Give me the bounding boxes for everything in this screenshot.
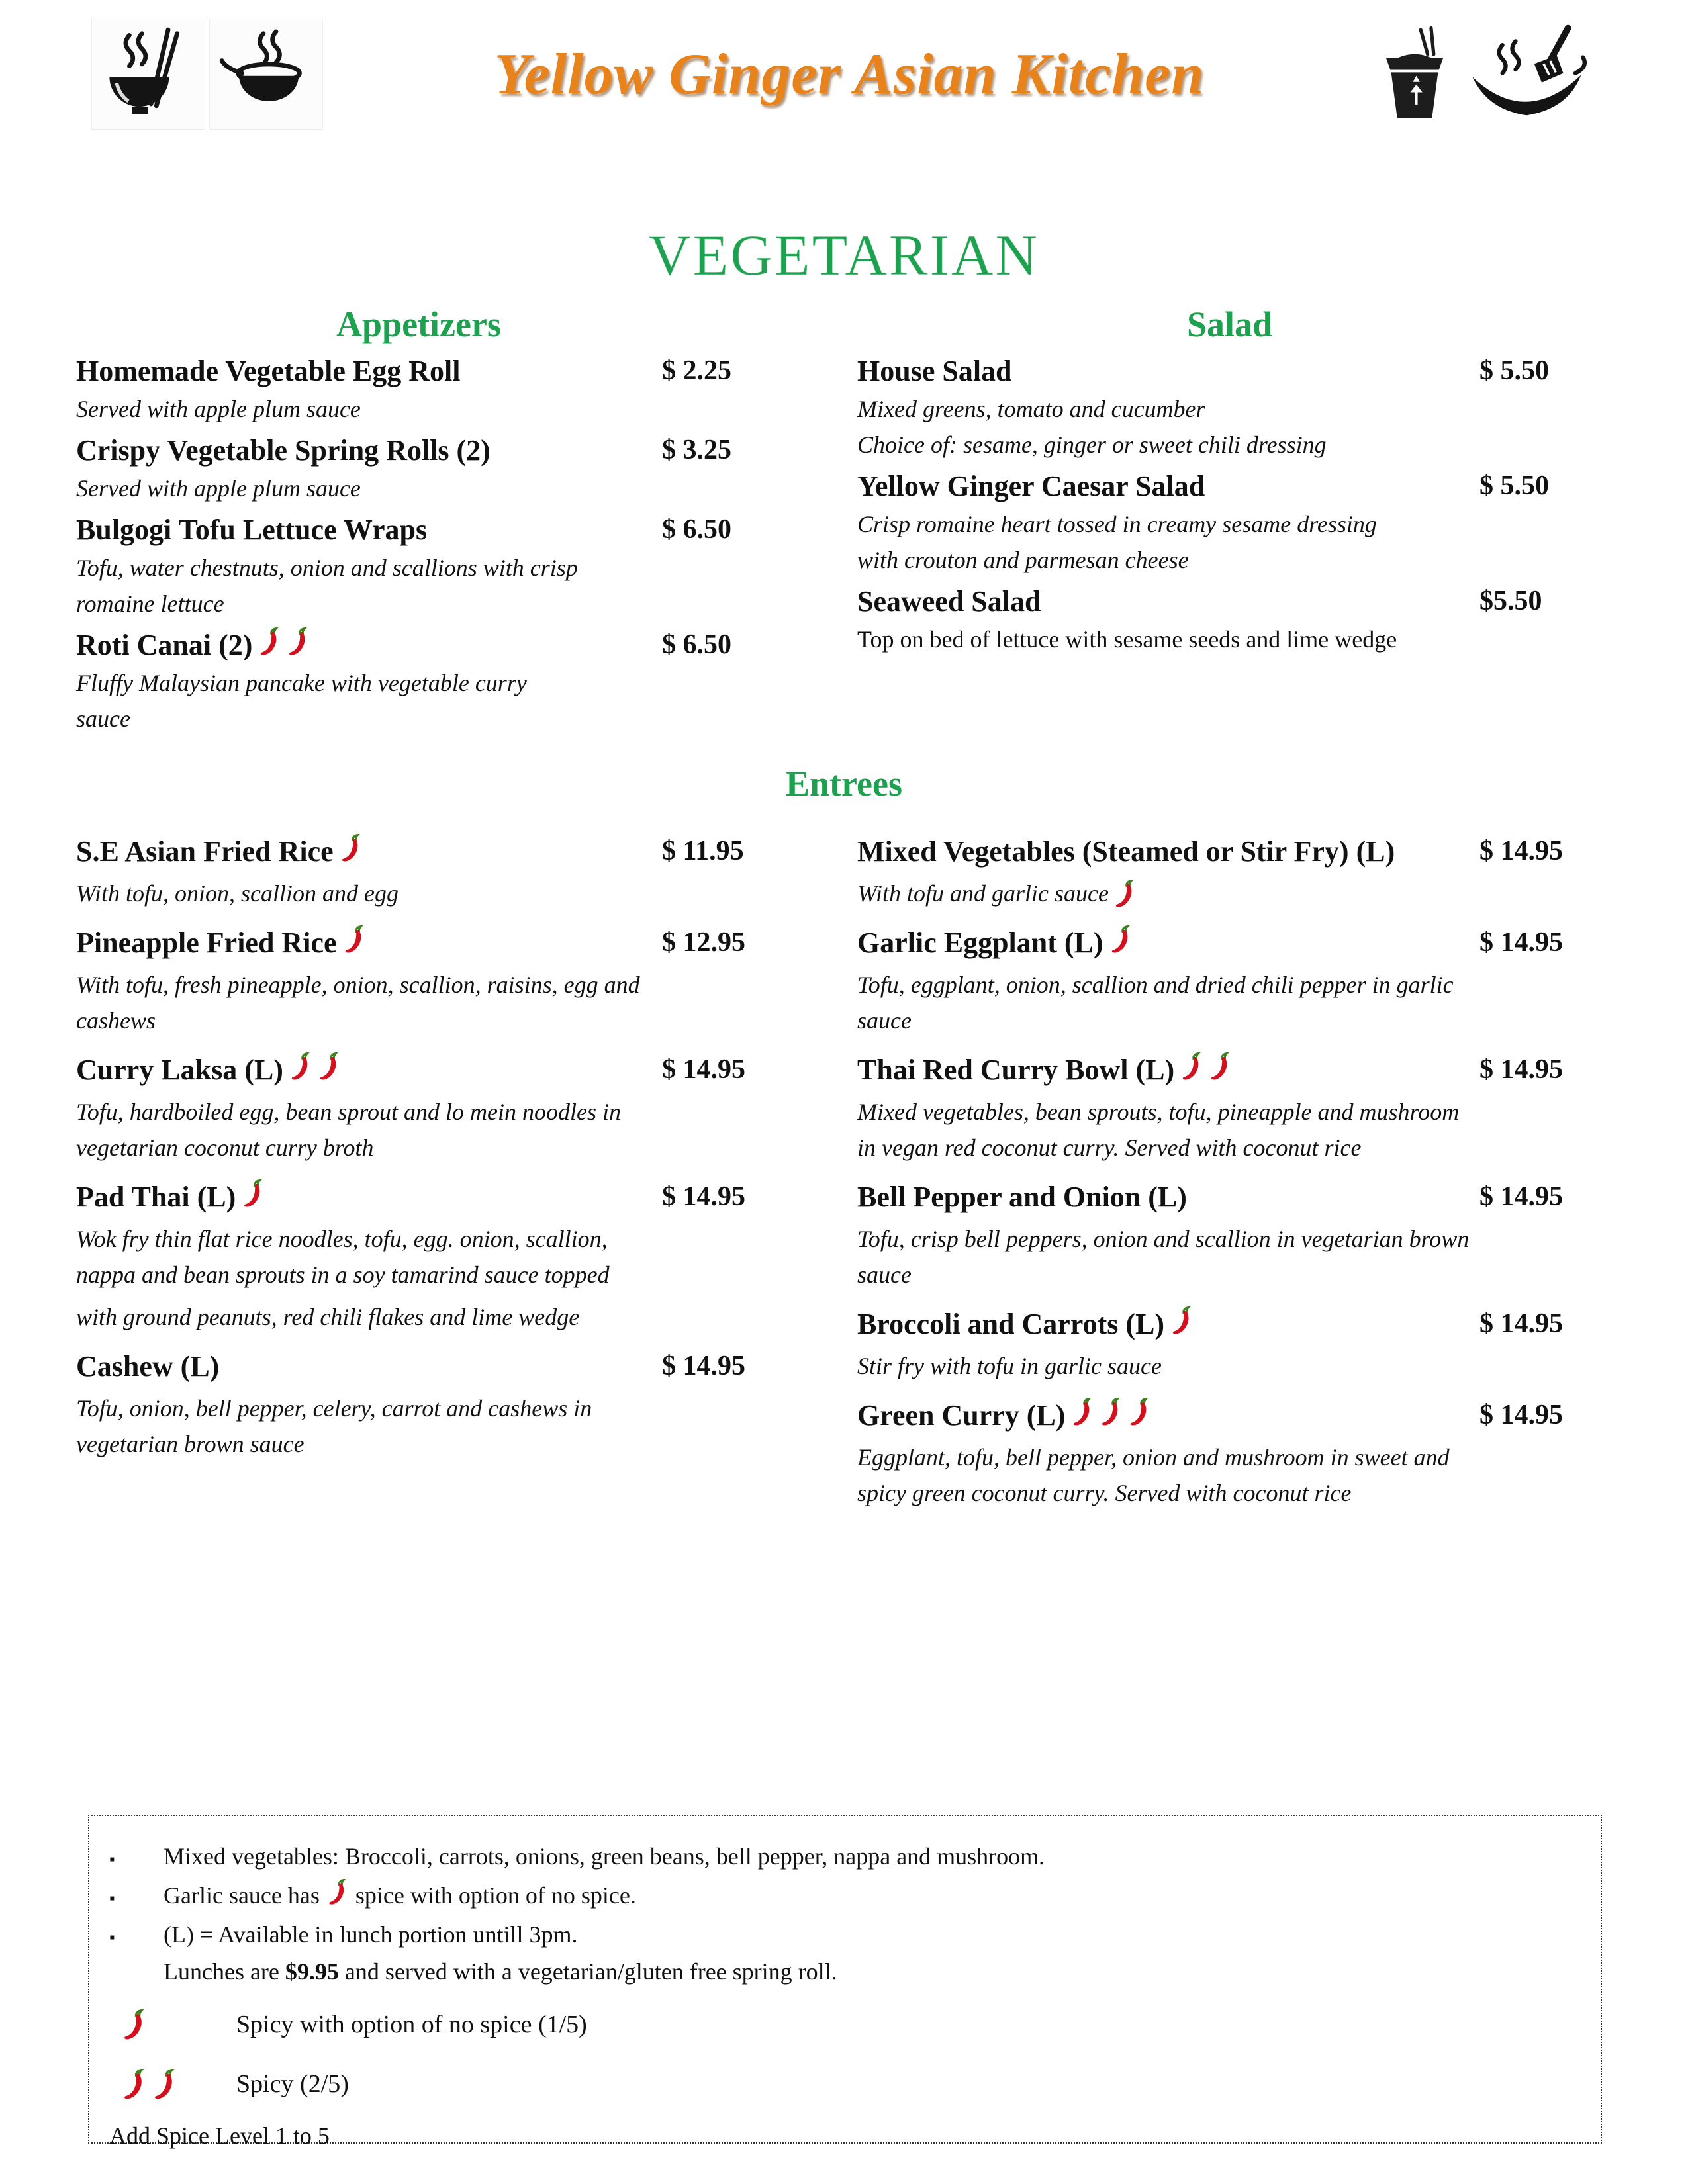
item-description: Stir fry with tofu in garlic sauce — [857, 1353, 1162, 1380]
chili-icon — [122, 2069, 146, 2100]
menu-item — [76, 832, 761, 911]
item-description: Tofu, water chestnuts, onion and scallions with crisp romaine lettuce — [76, 555, 578, 617]
item-description: Wok fry thin flat rice noodles, tofu, egg. onion, scallion, nappa and bean sprouts in a soy tamarind sauce topped with ground peanuts, red chili flakes and lime wedge — [76, 1226, 610, 1331]
item-name: Yellow Ginger Caesar Salad — [857, 469, 1205, 502]
note-text: Garlic sauce has spice with option of no spice. — [164, 1880, 1581, 1911]
entrees-right-column — [857, 820, 1602, 1511]
item-name: Homemade Vegetable Egg Roll — [76, 354, 461, 387]
menu-item — [857, 923, 1602, 1038]
item-description: Tofu, eggplant, onion, scallion and dried chili pepper in garlic sauce — [857, 972, 1454, 1034]
menu-item — [76, 923, 761, 1038]
chili-icon — [1100, 1398, 1122, 1426]
notes-box — [88, 1815, 1602, 2150]
item-description: Mixed greens, tomato and cucumber Choice of: sesame, ginger or sweet chili dressing — [857, 396, 1327, 459]
section-salad — [857, 287, 1602, 737]
item-name: House Salad — [857, 354, 1012, 387]
chili-icon — [1181, 1052, 1203, 1081]
item-name: Crispy Vegetable Spring Rolls (2) — [76, 433, 491, 467]
takeout-box-chopsticks-icon — [1376, 24, 1454, 124]
item-name: Cashew (L) — [76, 1349, 220, 1383]
menu-item — [76, 431, 761, 506]
chili-icon — [153, 2069, 177, 2100]
spice-legend-row — [109, 2064, 1581, 2105]
item-description: Served with apple plum sauce — [76, 475, 361, 502]
item-price: $ 14.95 — [1479, 1308, 1563, 1340]
menu-item — [857, 1396, 1602, 1511]
item-name: Pad Thai (L) — [76, 1180, 657, 1214]
item-name: S.E Asian Fried Rice — [76, 835, 657, 868]
item-price: $ 12.95 — [662, 927, 745, 958]
item-name: Mixed Vegetables (Steamed or Stir Fry) (L) — [857, 835, 1395, 868]
menu-item — [76, 625, 761, 737]
item-price: $ 14.95 — [1479, 1054, 1563, 1085]
bullet-icon: ▪ — [109, 1851, 115, 1868]
chili-icon — [287, 627, 309, 656]
item-price: $ 3.25 — [662, 435, 731, 466]
item-name: Roti Canai (2) — [76, 628, 657, 662]
chili-icon — [344, 925, 365, 954]
item-name: Seaweed Salad — [857, 584, 1041, 617]
item-description: With tofu, fresh pineapple, onion, scallion, raisins, egg and cashews — [76, 972, 640, 1034]
menu-item — [857, 1050, 1602, 1165]
item-description: Served with apple plum sauce — [76, 396, 361, 423]
item-price: $ 14.95 — [1479, 1400, 1563, 1431]
item-description: Top on bed of lettuce with sesame seeds and lime wedge — [857, 626, 1397, 653]
lunch-price: $9.95 — [285, 1958, 339, 1985]
item-price: $ 6.50 — [662, 629, 731, 660]
item-price: $ 6.50 — [662, 514, 731, 545]
item-price: $ 5.50 — [1479, 355, 1549, 387]
entrees-columns — [0, 820, 1688, 1511]
menu-item — [857, 351, 1602, 463]
item-price: $ 14.95 — [662, 1181, 745, 1212]
item-name: Bell Pepper and Onion (L) — [857, 1180, 1187, 1213]
note-row — [109, 1919, 1581, 1950]
item-name: Bulgogi Tofu Lettuce Wraps — [76, 513, 428, 546]
chili-icon — [1110, 925, 1132, 954]
menu-item — [76, 1347, 761, 1462]
header-right-icons — [1376, 19, 1589, 130]
chili-icon — [242, 1179, 264, 1208]
section-appetizers — [76, 287, 761, 737]
legend-chilis — [122, 2009, 236, 2040]
page-title: VEGETARIAN — [649, 224, 1039, 288]
item-price: $ 14.95 — [662, 1351, 745, 1382]
spice-legend-row — [109, 2004, 1581, 2045]
item-description: With tofu and garlic sauce — [857, 876, 1602, 911]
entrees-left-column — [76, 820, 761, 1511]
add-spice-note: Add Spice Level 1 to 5 — [109, 2122, 330, 2150]
page-header — [0, 0, 1688, 141]
item-name: Broccoli and Carrots (L) — [857, 1307, 1474, 1341]
chili-icon — [1171, 1306, 1193, 1335]
item-name: Curry Laksa (L) — [76, 1053, 657, 1087]
appetizers-title: Appetizers — [336, 304, 501, 345]
chili-icon — [1072, 1398, 1094, 1426]
legend-chilis — [122, 2069, 236, 2100]
item-price: $5.50 — [1479, 586, 1542, 617]
note-text: Mixed vegetables: Broccoli, carrots, onions, green beans, bell pepper, nappa and mushroom. — [164, 1843, 1045, 1870]
header-left-icons — [91, 19, 323, 130]
menu-item — [76, 351, 761, 427]
item-name: Garlic Eggplant (L) — [857, 926, 1474, 960]
menu-item — [857, 832, 1602, 911]
wok-spatula-icon — [1463, 24, 1589, 124]
chili-icon — [318, 1052, 340, 1081]
chili-icon — [122, 2009, 146, 2040]
restaurant-name: Yellow Ginger Asian Kitchen — [494, 42, 1205, 107]
bullet-icon: ▪ — [109, 1889, 115, 1907]
item-price: $ 2.25 — [662, 355, 731, 387]
bullet-icon: ▪ — [109, 1929, 115, 1946]
item-price: $ 5.50 — [1479, 471, 1549, 502]
menu-item — [76, 1177, 761, 1335]
item-description: Eggplant, tofu, bell pepper, onion and mushroom in sweet and spicy green coconut curry. Served with coconut rice — [857, 1444, 1450, 1507]
item-price: $ 14.95 — [1479, 1181, 1563, 1212]
note-row — [109, 1880, 1581, 1911]
entrees-title: Entrees — [786, 764, 902, 804]
lunch-note: Lunches are $9.95 and served with a vegetarian/gluten free spring roll. — [164, 1958, 837, 1985]
item-price: $ 14.95 — [662, 1054, 745, 1085]
salad-title: Salad — [1186, 304, 1273, 345]
menu-item — [857, 1304, 1602, 1384]
chili-icon — [290, 1052, 312, 1081]
chili-icon — [1129, 1398, 1150, 1426]
chili-icon — [259, 627, 281, 656]
chili-icon — [1209, 1052, 1231, 1081]
item-description: Tofu, crisp bell peppers, onion and scallion in vegetarian brown sauce — [857, 1226, 1470, 1289]
note-text: (L) = Available in lunch portion untill 3pm. — [164, 1921, 578, 1948]
item-price: $ 11.95 — [662, 836, 744, 867]
menu-item — [857, 582, 1602, 657]
item-name: Pineapple Fried Rice — [76, 926, 657, 960]
item-name: Thai Red Curry Bowl (L) — [857, 1053, 1474, 1087]
menu-item — [857, 467, 1602, 578]
legend-label: Spicy with option of no spice (1/5) — [236, 2011, 587, 2039]
item-price: $ 14.95 — [1479, 836, 1563, 867]
chili-icon — [340, 834, 362, 862]
menu-item — [857, 1177, 1602, 1293]
menu-item — [76, 510, 761, 621]
item-price: $ 14.95 — [1479, 927, 1563, 958]
chili-icon — [328, 1879, 348, 1905]
legend-label: Spicy (2/5) — [236, 2070, 349, 2099]
item-description: Tofu, hardboiled egg, bean sprout and lo mein noodles in vegetarian coconut curry broth — [76, 1099, 621, 1161]
item-description: Fluffy Malaysian pancake with vegetable curry sauce — [76, 670, 527, 733]
note-row — [109, 1841, 1581, 1872]
menu-item — [76, 1050, 761, 1165]
steaming-wok-pan-icon — [209, 19, 323, 130]
item-description: Crisp romaine heart tossed in creamy sesame dressing with crouton and parmesan cheese — [857, 511, 1377, 574]
item-description: Mixed vegetables, bean sprouts, tofu, pineapple and mushroom in vegan red coconut curry. Served with coconut rice — [857, 1099, 1460, 1161]
chili-icon — [1114, 880, 1136, 908]
item-description: Tofu, onion, bell pepper, celery, carrot and cashews in vegetarian brown sauce — [76, 1395, 592, 1458]
steaming-bowl-chopsticks-icon — [91, 19, 205, 130]
upper-columns — [0, 287, 1688, 737]
item-name: Green Curry (L) — [857, 1398, 1474, 1432]
item-description: With tofu, onion, scallion and egg — [76, 880, 399, 907]
